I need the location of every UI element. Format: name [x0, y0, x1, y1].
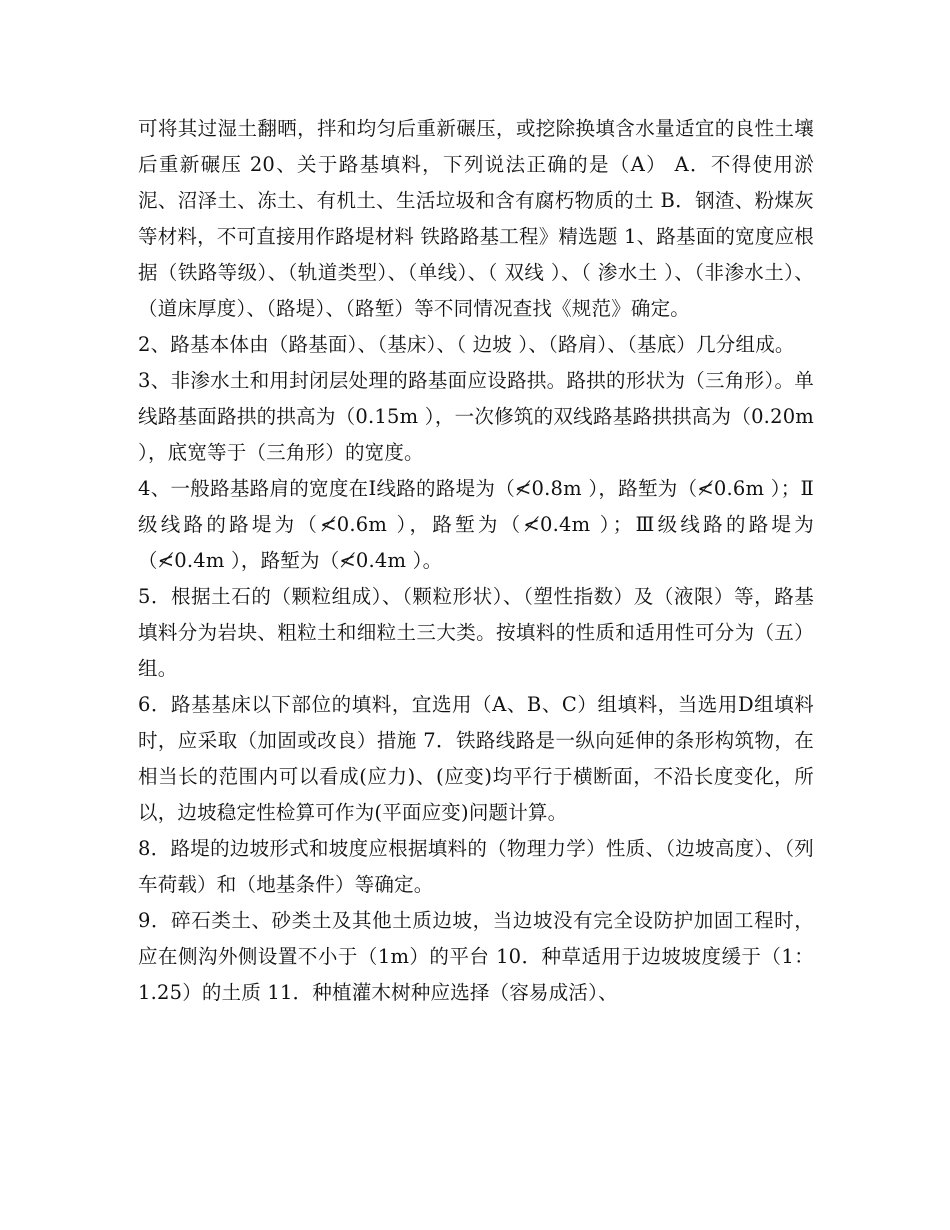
document-body: [138, 111, 814, 1011]
paragraph-intro: 可将其过湿土翻晒，拌和均匀后重新碾压，或挖除换填含水量适宜的良性土壤后重新碾压 20、关于路基填料，下列说法正确的是（A） A．不得使用淤泥、沼泽土、冻土、有机土、生活垃圾和含有腐朽物质的土 B．钢渣、粉煤灰等材料，不可直接用作路堤材料 铁路路基工程》精选题 1、路基面的宽度应根据（铁路等级）、（轨道类型）、（单线）、（ 双线 ）、（ 渗水土 ）、（非渗水土）、（道床厚度）、（路堤）、（路堑）等不同情况查找《规范》确定。: [138, 117, 814, 320]
paragraph-2: 2、路基本体由（路基面）、（基床）、（ 边坡 ）、（路肩）、（基底）几分组成。: [138, 333, 795, 356]
paragraph-8: 8．路堤的边坡形式和坡度应根据填料的（物理力学）性质、（边坡高度）、（列车荷载）和（地基条件）等确定。: [138, 837, 814, 896]
paragraph-5: 5．根据土石的（颗粒组成）、（颗粒形状）、（塑性指数）及（液限）等，路基填料分为岩块、粗粒土和细粒土三大类。按填料的性质和适用性可分为（五）组。: [138, 585, 814, 680]
paragraph-3: 3、非渗水土和用封闭层处理的路基面应设路拱。路拱的形状为（三角形）。单线路基面路拱的拱高为（0.15m ），一次修筑的双线路基路拱拱高为（0.20m ），底宽等于（三角形）的宽度。: [138, 369, 814, 464]
paragraph-4: 4、一般路基路肩的宽度在Ⅰ线路的路堤为（≮0.8m ），路堑为（≮0.6m ）；Ⅱ级线路的路堤为（≮0.6m ），路堑为（≮0.4m ）；Ⅲ级线路的路堤为（≮0.4m ），路堑为（≮0.4m ）。: [138, 477, 814, 572]
paragraph-9-11: 9．碎石类土、砂类土及其他土质边坡，当边坡没有完全设防护加固工程时，应在侧沟外侧设置不小于（1m）的平台 10．种草适用于边坡坡度缓于（1：1.25）的土质 11．种植灌木树种应选择（容易成活）、: [138, 909, 814, 1004]
paragraph-6-7: 6．路基基床以下部位的填料，宜选用（A、B、C）组填料，当选用D组填料时，应采取（加固或改良）措施 7．铁路线路是一纵向延伸的条形构筑物，在相当长的范围内可以看成(应力)、(应变)均平行于横断面，不沿长度变化，所以，边坡稳定性检算可作为(平面应变)问题计算。: [138, 693, 814, 824]
